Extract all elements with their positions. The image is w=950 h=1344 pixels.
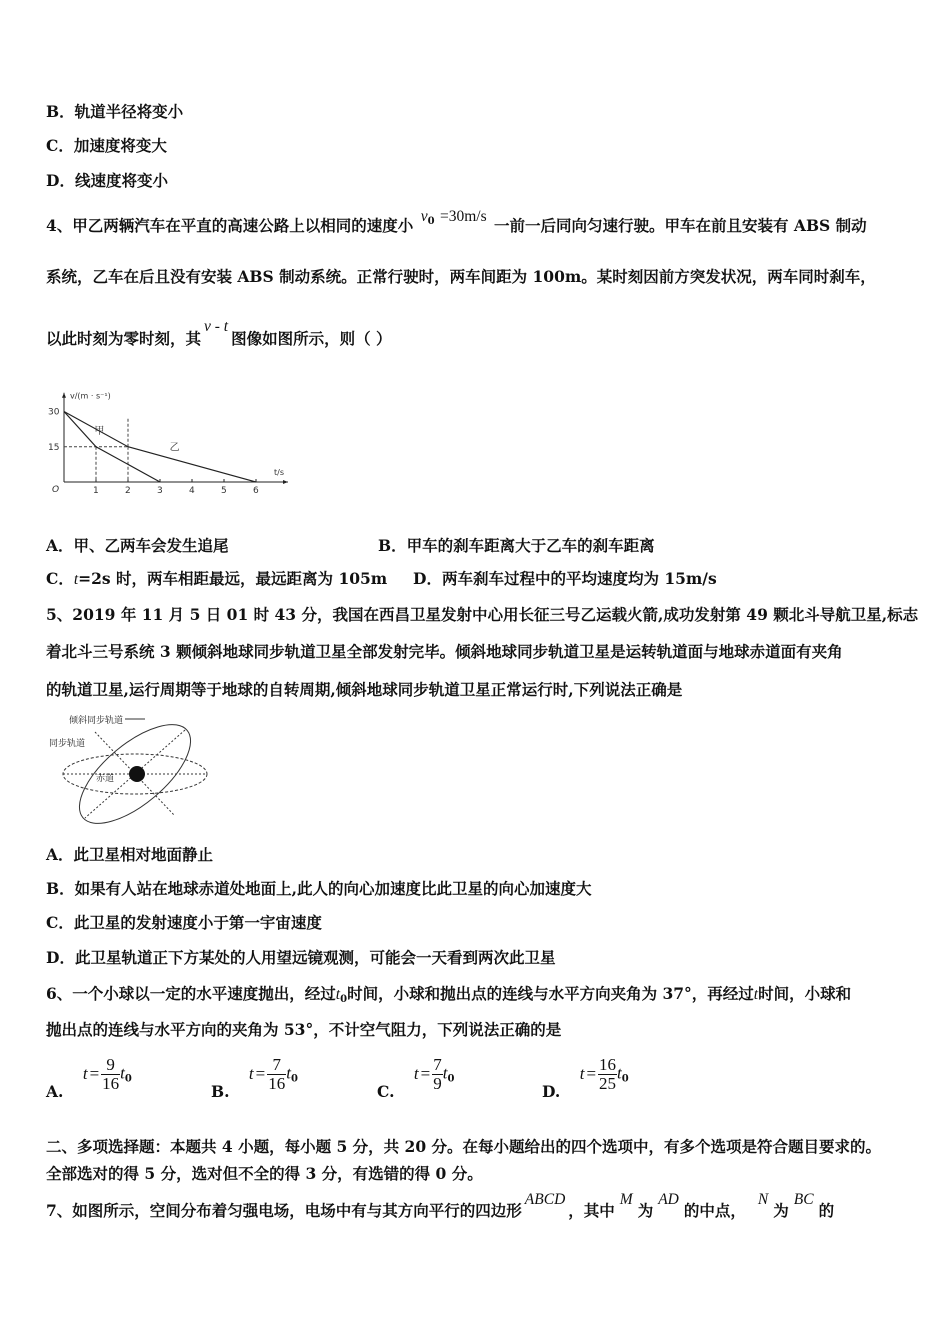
series-label-yi: 乙 — [169, 442, 180, 454]
q6-opt-t0-sub: 0 — [124, 1073, 132, 1085]
q5-stem-line2: 着北斗三号系统 3 颗倾斜地球同步轨道卫星全部发射完毕。倾斜地球同步轨道卫星是运转轨道面与地球赤道面有夹角 — [46, 642, 843, 661]
q5-option-d: D．此卫星轨道正下方某处的人用望远镜观测，可能会一天看到两次此卫星 — [46, 948, 556, 967]
q6-stem-line1 — [46, 984, 851, 1010]
q4-v0-sub: 0 — [427, 216, 435, 227]
section2-line1: 二、多项选择题：本题共 4 小题，每小题 5 分，共 20 分。在每小题给出的四个选项中，有多个选项是符合题目要求的。 — [46, 1137, 882, 1156]
q6-option-label: C. — [377, 1081, 395, 1101]
q6-opt-eq: = — [89, 1063, 100, 1083]
q6-opt-num: 16 — [599, 1055, 617, 1074]
q6-stem-text-a: 6、一个小球以一定的水平速度抛出，经过 — [46, 984, 336, 1003]
q6-opt-eq: = — [420, 1063, 431, 1083]
q6-opt-t0: t — [120, 1063, 125, 1083]
q4-option-d: D．两车刹车过程中的平均速度均为 15m/s — [413, 569, 717, 588]
q5-stem-line3: 的轨道卫星,运行周期等于地球的自转周期,倾斜地球同步轨道卫星正常运行时,下列说法正确是 — [46, 680, 683, 699]
q6-opt-t: t — [413, 1063, 419, 1083]
q6-stem-text-b: 时间，小球和抛出点的连线与水平方向夹角为 37°，再经过 — [347, 984, 754, 1003]
q6-opt-den: 9 — [433, 1074, 442, 1093]
q6-opt-eq: = — [255, 1063, 266, 1083]
q6-stem-line2: 抛出点的连线与水平方向的夹角为 53°，不计空气阻力，下列说法正确的是 — [46, 1020, 562, 1039]
x-tick-label: 6 — [253, 486, 259, 496]
x-tick-label: 4 — [189, 486, 195, 496]
q6-t0-sub: 0 — [340, 994, 348, 1005]
x-tick-label: 3 — [157, 486, 163, 496]
q3-option-c: C．加速度将变大 — [46, 136, 167, 155]
y-axis-arrow — [62, 393, 66, 398]
q6-opt-t0-sub: 0 — [290, 1073, 298, 1085]
q4-stem-text-a: 4、甲乙两辆汽车在平直的高速公路上以相同的速度小 — [46, 216, 414, 235]
q4-vt-symbol: v - t — [204, 318, 229, 335]
q5-option-a: A．此卫星相对地面静止 — [46, 845, 214, 864]
q6-opt-t: t — [248, 1063, 254, 1083]
q3-option-d: D．线速度将变小 — [46, 171, 168, 190]
y-tick-label: 15 — [48, 442, 60, 453]
q6-stem-text-c: 时间，小球和 — [758, 984, 852, 1003]
q7-stem — [46, 1191, 835, 1222]
origin-label: O — [52, 485, 60, 495]
q7-ad: AD — [658, 1191, 679, 1208]
q6-option-d — [542, 1055, 629, 1101]
q4-option-c-t: t — [73, 571, 79, 588]
q7-text-a: 7、如图所示，空间分布着匀强电场，电场中有与其方向平行的四边形 — [46, 1201, 522, 1220]
q6-opt-den: 25 — [599, 1074, 617, 1093]
q3-option-b: B．轨道半径将变小 — [46, 102, 184, 121]
q6-opt-den: 16 — [268, 1074, 286, 1093]
q6-opt-num: 7 — [433, 1055, 442, 1074]
q7-m: M — [619, 1191, 633, 1208]
q7-n: N — [757, 1191, 769, 1208]
q4-stem-line2: 系统，乙车在后且没有安装 ABS 制动系统。正常行驶时，两车间距为 100m。某时刻因前方突发状况，两车同时刹车， — [46, 267, 876, 286]
q5-stem-line1: 5、2019 年 11 月 5 日 01 时 43 分，我国在西昌卫星发射中心用长征三号乙运载火箭,成功发射第 49 颗北斗导航卫星,标志 — [46, 605, 919, 624]
y-tick-label: 30 — [48, 407, 60, 418]
q7-abcd: ABCD — [524, 1191, 566, 1208]
q7-text-f: 的 — [818, 1201, 835, 1220]
q6-opt-den: 16 — [102, 1074, 120, 1093]
q4-option-a: A．甲、乙两车会发生追尾 — [46, 536, 229, 555]
q6-opt-t: t — [579, 1063, 585, 1083]
q6-option-b — [211, 1055, 298, 1101]
q7-text-d: 的中点， — [683, 1201, 746, 1220]
q6-opt-t: t — [82, 1063, 88, 1083]
x-tick-label: 1 — [93, 486, 99, 496]
x-tick-label: 5 — [221, 486, 227, 496]
q6-option-label: A. — [46, 1081, 64, 1101]
q4-stem-text-c: 以此时刻为零时刻，其 — [46, 329, 202, 348]
q4-option-c-label: C． — [46, 569, 74, 588]
q6-option-label: B. — [211, 1081, 230, 1101]
q6-opt-num: 7 — [267, 1056, 286, 1075]
q4-option-b: B．甲车的刹车距离大于乙车的刹车距离 — [378, 536, 655, 555]
x-axis-label: t/s — [274, 468, 284, 477]
q6-opt-t0: t — [286, 1063, 291, 1083]
q4-stem-text-d: 图像如图所示，则（ ） — [231, 329, 392, 348]
orbit-figure — [45, 712, 220, 832]
q7-text-e: 为 — [773, 1201, 789, 1220]
x-axis-arrow — [283, 480, 288, 484]
q6-t: t — [753, 986, 759, 1003]
q5-option-c: C．此卫星的发射速度小于第一宇宙速度 — [46, 913, 322, 932]
q7-text-c: 为 — [637, 1201, 654, 1220]
q7-text-b: ，其中 — [568, 1201, 615, 1220]
q6-opt-t0-sub: 0 — [447, 1073, 455, 1085]
q4-stem-line1 — [46, 208, 867, 242]
q4-option-c-text: =2s 时，两车相距最远，最远距离为 105m — [78, 569, 388, 588]
incline-orbit-label: 倾斜同步轨道 — [69, 716, 124, 726]
earth — [129, 766, 145, 782]
series-line-yi — [64, 412, 256, 483]
sync-orbit-label: 同步轨道 — [49, 739, 86, 749]
series-label-jia: 甲 — [94, 425, 105, 437]
x-tick-label: 2 — [125, 486, 131, 496]
y-axis-label: v/(m · s⁻¹) — [70, 391, 111, 401]
q4-v0-symbol: v — [420, 208, 428, 225]
q6-opt-num: 9 — [101, 1056, 120, 1075]
q4-stem-text-b: 一前一后同向匀速行驶。甲车在前且安装有 ABS 制动 — [494, 216, 867, 235]
q6-option-c — [377, 1055, 455, 1101]
q7-bc: BC — [793, 1191, 814, 1208]
q6-t0: t — [335, 986, 341, 1003]
q4-option-c — [46, 569, 387, 590]
q6-opt-t0: t — [617, 1063, 622, 1083]
q6-option-label: D. — [542, 1081, 561, 1101]
q6-option-a — [46, 1055, 132, 1101]
q6-opt-t0: t — [442, 1063, 448, 1083]
q4-v0-value: =30m/s — [439, 208, 487, 225]
vt-chart — [44, 378, 294, 498]
q6-opt-eq: = — [586, 1063, 597, 1083]
q4-stem-line3 — [46, 318, 392, 350]
q5-option-b: B．如果有人站在地球赤道处地面上,此人的向心加速度比此卫星的向心加速度大 — [46, 879, 592, 898]
equator-label: 赤道 — [96, 774, 115, 784]
section2-line2: 全部选对的得 5 分，选对但不全的得 3 分，有选错的得 0 分。 — [46, 1164, 483, 1183]
q6-opt-t0-sub: 0 — [621, 1073, 629, 1085]
